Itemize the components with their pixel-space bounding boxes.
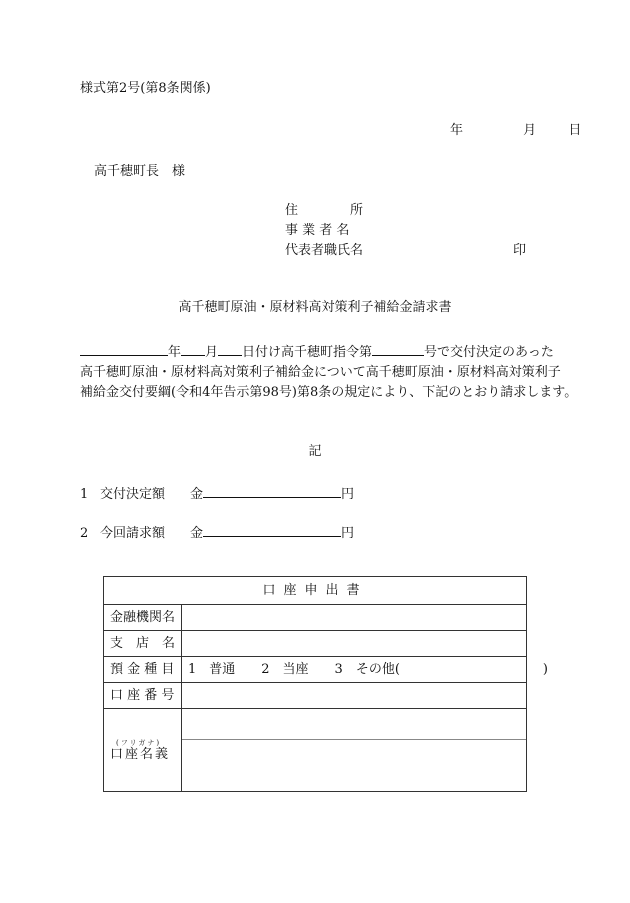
date-day: 日 xyxy=(568,123,582,138)
name-label: 口座名義 xyxy=(110,747,171,762)
addressee: 高千穂町長 様 xyxy=(94,164,186,179)
blank-month xyxy=(181,342,205,356)
representative-label: 代表者職氏名 xyxy=(285,243,364,258)
number-label: 口 座 番 号 xyxy=(110,688,175,703)
body-line1-tail: 号で交付決定のあった xyxy=(424,345,554,360)
ki-heading: 記 xyxy=(308,444,322,459)
type-label: 預 金 種 目 xyxy=(110,662,175,677)
date-month: 月 xyxy=(523,123,537,138)
table-rule xyxy=(104,708,526,709)
document-title: 高千穂町原油・原材料高対策利子補給金請求書 xyxy=(178,300,452,315)
representative-row xyxy=(285,243,527,263)
table-rule xyxy=(104,656,526,657)
type-options: 1 普通 2 当座 3 その他( ) xyxy=(188,662,548,677)
date-year: 年 xyxy=(450,123,464,138)
seal-mark: 印 xyxy=(513,243,527,258)
account-form-table xyxy=(103,576,548,792)
blank-year xyxy=(80,342,168,356)
blank-day xyxy=(218,342,242,356)
item-suffix: 円 xyxy=(341,526,355,541)
blank-order-number xyxy=(372,342,424,356)
item-label: 交付決定額 xyxy=(100,487,166,502)
table-divider xyxy=(181,604,182,791)
business-name-label: 事 業 者 名 xyxy=(285,223,350,238)
body-line-2: 高千穂町原油・原材料高対策利子補給金について高千穂町原油・原材料高対策利子 xyxy=(80,365,561,380)
item-suffix: 円 xyxy=(341,487,355,502)
item-grant-amount xyxy=(80,484,354,504)
table-rule xyxy=(104,604,526,605)
table-rule xyxy=(104,682,526,683)
item-prefix: 金 xyxy=(190,526,204,541)
date-line xyxy=(450,123,581,140)
form-number: 様式第2号(第8条関係) xyxy=(80,81,211,96)
amount-blank xyxy=(203,484,341,498)
body-line-3: 補給金交付要綱(令和4年告示第98号)第8条の規定により、下記のとおり請求します。 xyxy=(80,385,578,400)
body-paragraph xyxy=(80,342,577,403)
table-rule-thin xyxy=(181,739,526,740)
body-year: 年 xyxy=(168,345,182,360)
table-rule xyxy=(104,630,526,631)
body-line1-text: 日付け高千穂町指令第 xyxy=(242,345,373,360)
body-line-1 xyxy=(80,342,577,363)
account-form-heading: 口座申出書 xyxy=(262,583,368,598)
amount-blank xyxy=(203,523,341,537)
bank-label: 金融機関名 xyxy=(110,610,176,625)
address-label: 住 所 xyxy=(285,203,364,218)
item-label: 今回請求額 xyxy=(100,526,166,541)
item-number: 1 xyxy=(80,487,89,502)
body-month: 月 xyxy=(205,345,219,360)
item-prefix: 金 xyxy=(190,487,204,502)
item-claim-amount xyxy=(80,523,354,543)
branch-label: 支 店 名 xyxy=(110,636,176,651)
applicant-block xyxy=(285,203,527,263)
item-number: 2 xyxy=(80,526,89,541)
name-ruby: (フリガナ) xyxy=(116,739,162,747)
